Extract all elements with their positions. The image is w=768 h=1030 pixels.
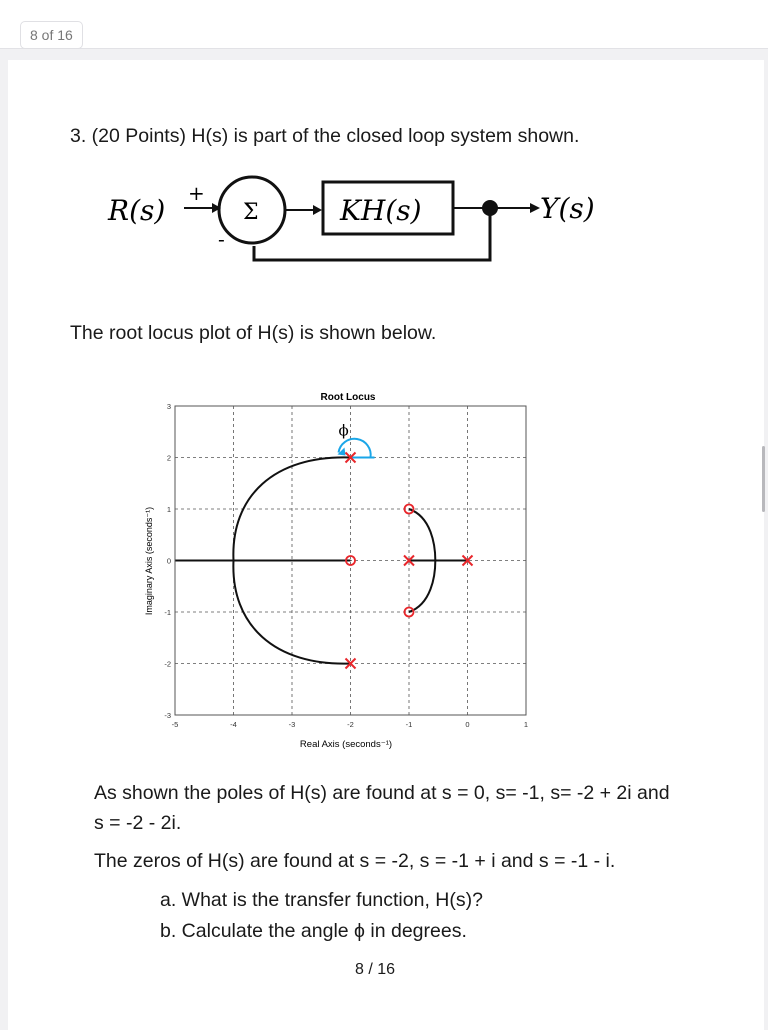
- x-tick-label: -4: [230, 720, 237, 729]
- part-b: b. Calculate the angle ϕ in degrees.: [160, 920, 467, 942]
- viewer-toolbar: [0, 0, 768, 49]
- y-tick-label: 1: [166, 505, 171, 514]
- sum-symbol: Σ: [243, 200, 259, 225]
- root-locus-plot: [140, 385, 560, 755]
- block-label: KH(s): [340, 194, 422, 227]
- y-tick-label: -3: [164, 711, 171, 720]
- angle-label: ϕ: [338, 421, 349, 440]
- zeros-text: The zeros of H(s) are found at s = -2, s = -1 + i and s = -1 - i.: [94, 850, 616, 872]
- page-indicator[interactable]: 8 of 16: [20, 21, 83, 49]
- x-tick-label: 0: [465, 720, 470, 729]
- x-tick-label: -1: [405, 720, 413, 729]
- page-footer: 8 / 16: [355, 961, 396, 978]
- output-arrowhead: [530, 203, 540, 213]
- y-tick-label: -1: [164, 608, 171, 617]
- plot-title: Root Locus: [320, 392, 376, 403]
- x-tick-label: -3: [288, 720, 296, 729]
- minus-sign: -: [218, 227, 225, 251]
- input-label: R(s): [108, 194, 166, 227]
- poles-text-line2: s = -2 - 2i.: [94, 812, 182, 834]
- block-arrowhead: [313, 205, 322, 215]
- y-tick-label: -2: [164, 659, 171, 669]
- block-diagram: [100, 172, 620, 272]
- vertical-scrollbar[interactable]: [762, 446, 765, 512]
- x-tick-label: -5: [171, 720, 179, 729]
- y-tick-label: 0: [166, 556, 171, 566]
- y-axis-label: Imaginary Axis (seconds⁻¹): [144, 506, 154, 616]
- part-a: a. What is the transfer function, H(s)?: [160, 889, 483, 911]
- poles-text-line1: As shown the poles of H(s) are found at s = 0, s= -1, s= -2 + 2i and: [94, 782, 670, 804]
- question-heading: 3. (20 Points) H(s) is part of the closed loop system shown.: [70, 125, 580, 147]
- y-tick-label: 3: [166, 402, 171, 411]
- output-label: Y(s): [540, 192, 595, 225]
- x-axis-label: Real Axis (seconds⁻¹): [299, 739, 393, 750]
- plus-sign: +: [188, 181, 205, 205]
- root-locus-intro: The root locus plot of H(s) is shown below.: [70, 322, 437, 344]
- x-tick-label: -2: [347, 720, 354, 729]
- x-tick-label: 1: [523, 720, 529, 729]
- y-tick-label: 2: [166, 453, 171, 463]
